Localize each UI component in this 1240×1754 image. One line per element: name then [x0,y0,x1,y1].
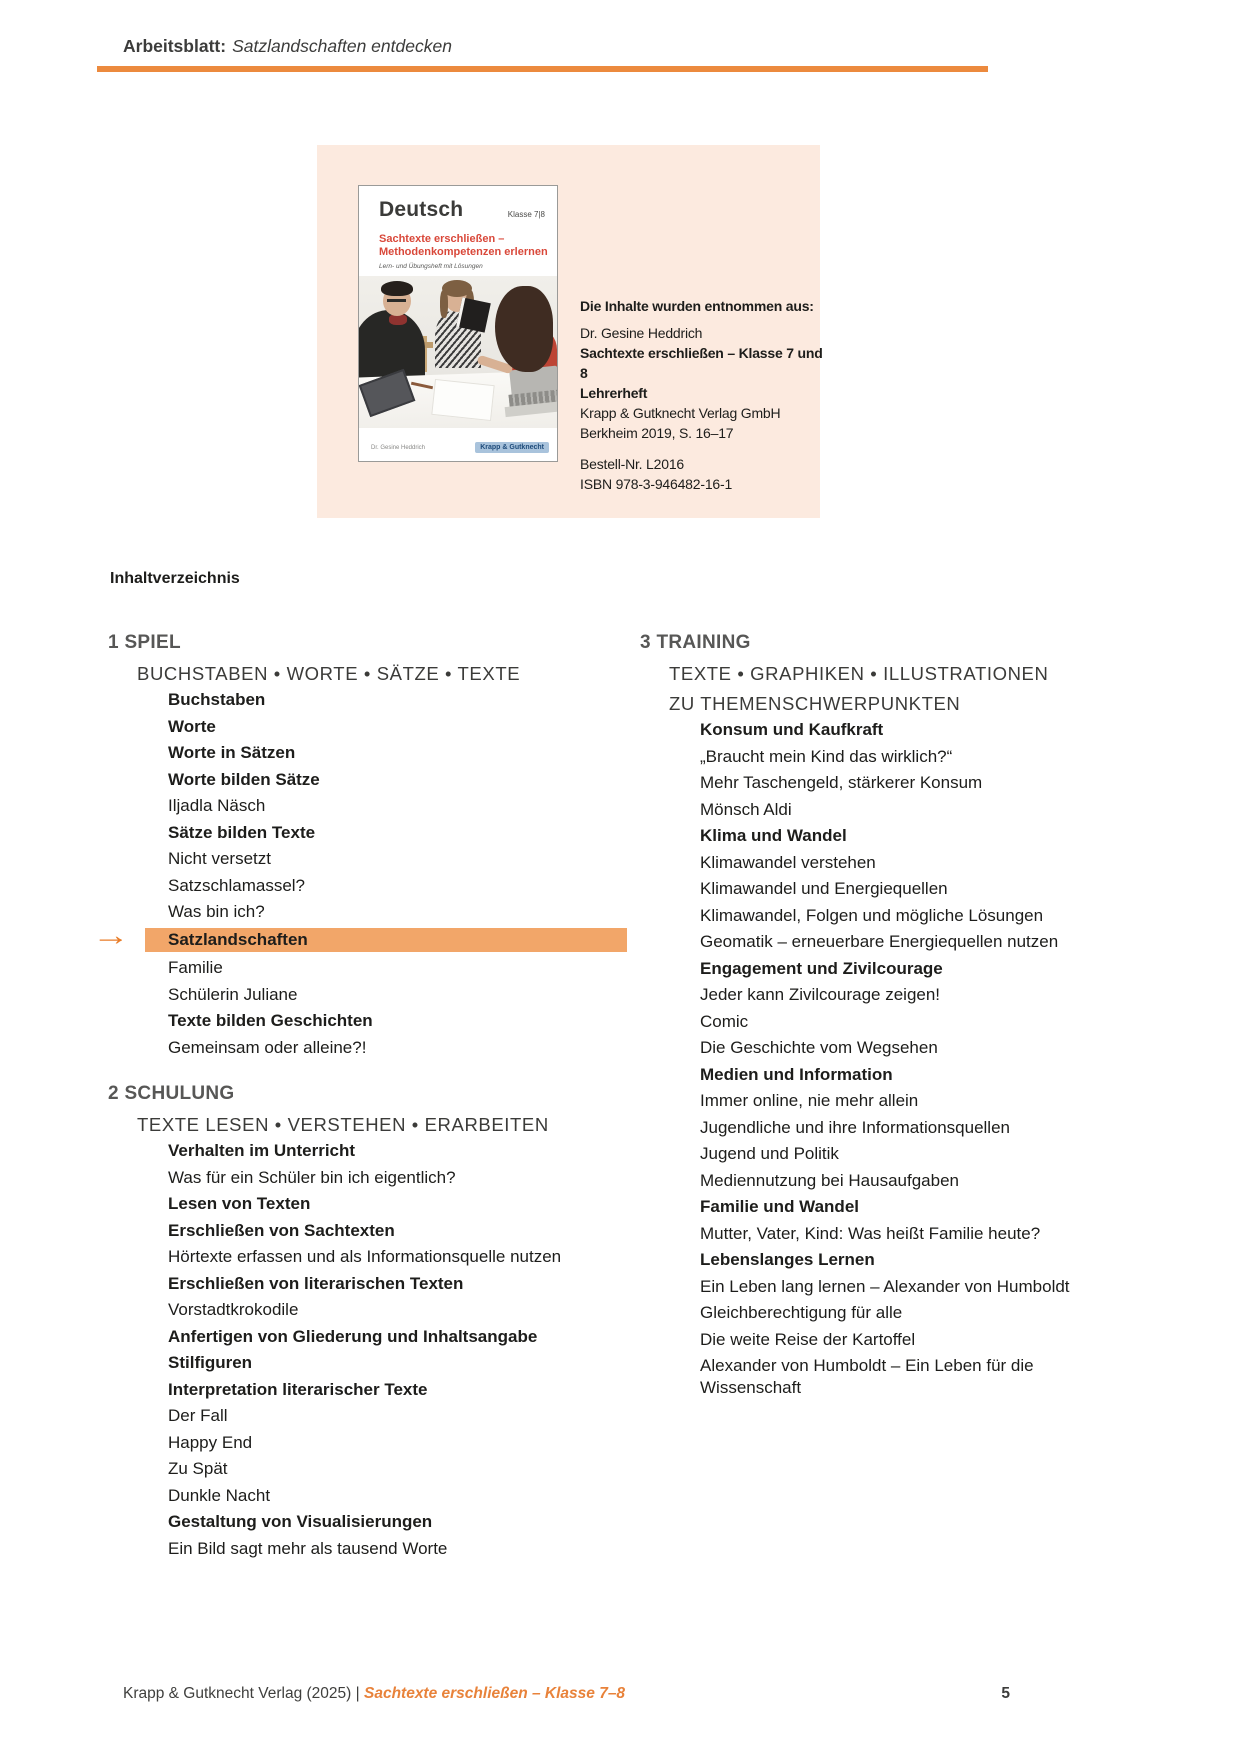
toc-item: Iljadla Näsch [168,796,266,815]
toc-item-list [168,1140,583,1559]
toc-item: Dunkle Nacht [168,1485,271,1505]
toc-item: Jugendliche und ihre Informationsquellen [700,1117,1010,1137]
header-label: Arbeitsblatt: [123,36,227,56]
toc-item: Klimawandel und Energiequellen [700,879,948,898]
toc-section-title: 2 SCHULUNG [108,1083,235,1104]
toc-item: Texte bilden Geschichten [168,1011,373,1030]
footer-series: Sachtexte erschließen – Klasse 7–8 [363,1685,626,1702]
student-middle-hair [440,290,448,318]
credit-work-title: Sachtexte erschließen – Klasse 7 und 8 [580,345,823,381]
source-box [317,145,823,518]
student-left-glasses [387,299,406,302]
cover-klasse: Klasse 7|8 [507,210,545,219]
toc-item: Mediennutzung bei Hausaufgaben [700,1170,959,1190]
header-rule [97,66,988,72]
cover-subtitle: Lern- und Übungsheft mit Lösungen [379,263,483,270]
credit-publisher: Krapp & Gutknecht Verlag GmbH [580,405,781,421]
toc-item: Familie [168,958,223,977]
toc-item: Alexander von Humboldt – Ein Leben für die Wissenschaft [700,1356,1034,1397]
toc-item: Schülerin Juliane [168,984,298,1004]
cover-subject: Deutsch [379,198,464,221]
toc-item: Der Fall [168,1406,228,1425]
credit-order-no: Bestell-Nr. L2016 [580,456,684,472]
credit-intro: Die Inhalte wurden entnommen aus: [580,298,814,314]
toc-item: Ein Bild sagt mehr als tausend Worte [168,1538,448,1558]
toc-item: Stilfiguren [168,1353,253,1372]
toc-item: Worte [168,716,216,736]
toc-item: Klima und Wandel [700,826,847,845]
toc-item: Die Geschichte vom Wegsehen [700,1038,938,1057]
credit-work-subtitle: Lehrerheft [580,385,648,401]
cover-photo [359,276,557,428]
book-illustration [456,297,491,332]
credit-isbn: ISBN 978-3-946482-16-1 [580,476,733,492]
toc-item: Jugend und Politik [700,1144,839,1163]
toc-section-subtitle: TEXTE • GRAPHIKEN • ILLUSTRATIONEN [669,663,1049,684]
toc-item: Buchstaben [168,690,266,709]
toc-column-left [92,630,583,1582]
toc-section-subtitle: TEXTE LESEN • VERSTEHEN • ERARBEITEN [137,1114,549,1135]
toc-item: Comic [700,1011,749,1031]
toc-heading: Inhaltverzeichnis [110,570,240,587]
cover-title-line1: Sachtexte erschließen – [379,233,505,245]
toc-item: Erschließen von literarischen Texten [168,1273,464,1293]
toc-item: Klimawandel verstehen [700,852,876,872]
toc-item: Nicht versetzt [168,849,271,868]
toc-item: Mutter, Vater, Kind: Was heißt Familie heute? [700,1223,1041,1243]
toc-item: Immer online, nie mehr allein [700,1091,919,1110]
toc-section [108,1081,583,1559]
source-credit [580,296,830,494]
toc-section-subtitle: ZU THEMENSCHWERPUNKTEN [669,693,961,714]
toc-item: Konsum und Kaufkraft [700,720,884,739]
toc-item: Was bin ich? [168,902,265,921]
toc-section [92,630,583,1058]
toc-item: Mehr Taschengeld, stärkerer Konsum [700,773,983,792]
toc-item: Jeder kann Zivilcourage zeigen! [700,985,941,1004]
toc-item: Vorstadtkrokodile [168,1300,299,1319]
credit-gap [580,443,830,454]
student-right-hair [495,286,553,372]
toc-section [640,630,1115,1398]
toc-item: Satzschlamassel? [168,875,306,895]
pointer-arrow-icon: → [92,919,130,952]
header-title: Satzlandschaften entdecken [232,36,452,56]
page-footer [123,1685,1010,1703]
footer-page-number: 5 [1001,1685,1010,1702]
toc-item: Was für ein Schüler bin ich eigentlich? [168,1167,456,1187]
cover-title [379,233,548,259]
toc-item-list [700,719,1115,1398]
toc-item: Medien und Information [700,1064,893,1084]
toc-item: Engagement und Zivilcourage [700,958,943,978]
page-header [123,36,452,57]
toc-item: Gemeinsam oder alleine?! [168,1037,367,1057]
toc-item: Erschließen von Sachtexten [168,1220,395,1240]
toc-item: Interpretation literarischer Texte [168,1379,428,1399]
toc-item: Gestaltung von Visualisierungen [168,1512,433,1531]
cover-author: Dr. Gesine Heddrich [371,445,426,451]
credit-place-year: Berkheim 2019, S. 16–17 [580,425,734,441]
toc-section-title: 3 TRAINING [640,632,751,653]
toc-column-right [640,630,1115,1421]
toc-item: Klimawandel, Folgen und mögliche Lösungen [700,905,1044,925]
toc-item: Zu Spät [168,1459,228,1478]
cover-title-line2: Methodenkompetenzen erlernen [379,246,548,258]
toc-section-subtitle: BUCHSTABEN • WORTE • SÄTZE • TEXTE [137,663,521,684]
toc-item: Happy End [168,1432,253,1452]
footer-publisher: Krapp & Gutknecht Verlag (2025) | [123,1685,364,1702]
book-cover [358,185,558,462]
toc-item: „Braucht mein Kind das wirklich?“ [700,746,953,766]
toc-item-highlighted: Satzlandschaften → [145,928,627,953]
student-left-hair [381,281,413,296]
paper-illustration [431,379,494,421]
toc-item: Gleichberechtigung für alle [700,1303,903,1322]
toc-item: Worte bilden Sätze [168,769,320,789]
toc-item: Mönsch Aldi [700,799,792,819]
toc-item-list [92,689,583,1058]
toc-item: Geomatik – erneuerbare Energiequellen nutzen [700,932,1059,951]
toc-item: Hörtexte erfassen und als Informationsquelle nutzen [168,1247,562,1266]
toc-section-title: 1 SPIEL [108,632,181,653]
toc-item: Sätze bilden Texte [168,822,316,842]
toc-item: Ein Leben lang lernen – Alexander von Humboldt [700,1276,1070,1296]
credit-author: Dr. Gesine Heddrich [580,325,703,341]
toc-item: Familie und Wandel [700,1197,859,1216]
toc-item: Anfertigen von Gliederung und Inhaltsangabe [168,1326,538,1346]
toc-item: Die weite Reise der Kartoffel [700,1329,916,1349]
toc-item: Verhalten im Unterricht [168,1141,356,1160]
toc-item: Lesen von Texten [168,1194,311,1213]
toc-item: Worte in Sätzen [168,743,296,762]
toc-item: Lebenslanges Lernen [700,1250,875,1269]
publisher-logo: Krapp & Gutknecht [475,442,549,453]
